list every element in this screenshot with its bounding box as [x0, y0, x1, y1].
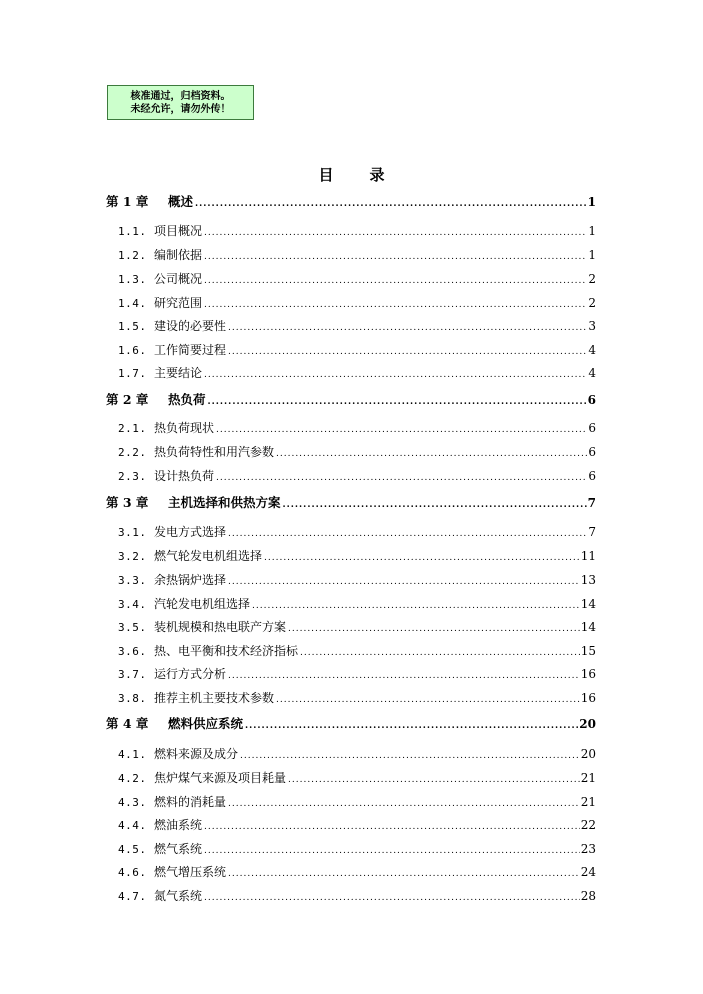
toc-section-entry[interactable] [118, 443, 596, 460]
toc-entry-label: 工作简要过程 [154, 343, 227, 357]
toc-entry-label: 设计热负荷 [154, 469, 215, 483]
toc-entry-page: 21 [580, 771, 596, 785]
toc-dot-leader [300, 648, 580, 658]
toc-dot-leader [195, 199, 587, 209]
toc-entry-label: 运行方式分析 [154, 667, 227, 681]
toc-entry-number: 2.2. [118, 446, 147, 459]
toc-dot-leader [245, 721, 578, 731]
toc-entry-number: 3.7. [118, 668, 147, 681]
toc-entry-number: 3.8. [118, 692, 147, 705]
toc-entry-number: 1.3. [118, 273, 147, 286]
toc-entry-number: 4.4. [118, 819, 147, 832]
toc-title-char-2: 录 [369, 166, 385, 184]
toc-entry-page: 28 [580, 889, 596, 903]
toc-entry-label: 燃料的消耗量 [154, 795, 227, 809]
toc-dot-leader [288, 775, 580, 785]
toc-entry-page: 16 [580, 691, 596, 705]
approval-stamp [107, 85, 254, 120]
toc-dot-leader [204, 300, 587, 310]
toc-entry-label: 燃料来源及成分 [154, 747, 239, 761]
toc-dot-leader [276, 695, 580, 705]
toc-dot-leader [288, 624, 580, 634]
toc-dot-leader [216, 473, 587, 483]
toc-section-entry[interactable] [118, 793, 596, 810]
toc-entry-number: 4.7. [118, 890, 147, 903]
toc-entry-label: 推荐主机主要技术参数 [154, 691, 275, 705]
toc-dot-leader [204, 370, 587, 380]
toc-entry-page: 16 [580, 667, 596, 681]
toc-entry-label: 热负荷现状 [154, 421, 215, 435]
toc-section-entry[interactable] [118, 887, 596, 904]
toc-entry-page: 6 [588, 469, 596, 483]
toc-entry-page: 2 [588, 272, 596, 286]
toc-entry-page: 7 [587, 496, 596, 510]
toc-title [0, 164, 703, 185]
toc-entry-page: 20 [580, 747, 596, 761]
toc-entry-page: 1 [588, 224, 596, 238]
toc-entry-page: 13 [580, 573, 596, 587]
toc-dot-leader [228, 347, 587, 357]
toc-entry-label: 余热锅炉选择 [154, 573, 227, 587]
toc-entry-number: 1.6. [118, 344, 147, 357]
toc-title-char-1: 目 [318, 166, 334, 184]
toc-dot-leader [228, 671, 580, 681]
toc-entry-page: 21 [580, 795, 596, 809]
toc-dot-leader [240, 751, 580, 761]
toc-entry-label: 编制依据 [154, 248, 203, 262]
toc-section-entry[interactable] [118, 642, 596, 659]
toc-entry-page: 2 [588, 296, 596, 310]
toc-entry-label: 燃油系统 [154, 818, 203, 832]
toc-entry-page: 14 [580, 597, 596, 611]
toc-chapter-entry[interactable] [106, 714, 596, 732]
toc-entry-label: 公司概况 [154, 272, 203, 286]
toc-entry-label: 发电方式选择 [154, 525, 227, 539]
toc-entry-page: 7 [588, 525, 596, 539]
toc-section-entry[interactable] [118, 618, 596, 635]
toc-dot-leader [228, 799, 580, 809]
toc-dot-leader [204, 893, 580, 903]
toc-entry-label: 主要结论 [154, 366, 203, 380]
toc-entry-number: 1.5. [118, 320, 147, 333]
toc-entry-label: 建设的必要性 [154, 319, 227, 333]
toc-entry-page: 6 [587, 393, 596, 407]
toc-entry-label: 概述 [168, 194, 194, 209]
toc-entry-number: 4.3. [118, 796, 147, 809]
stamp-line-2: 未经允许，请勿外传！ [130, 103, 231, 115]
toc-dot-leader [276, 449, 587, 459]
toc-entry-number: 3.5. [118, 621, 147, 634]
toc-chapter-entry[interactable] [106, 493, 596, 511]
toc-entry-number: 第 3 章 [106, 495, 149, 510]
toc-section-entry[interactable] [118, 863, 596, 880]
toc-section-entry[interactable] [118, 816, 596, 833]
toc-entry-number: 4.6. [118, 866, 147, 879]
toc-dot-leader [283, 500, 587, 510]
toc-entry-page: 15 [580, 644, 596, 658]
toc-chapter-entry[interactable] [106, 192, 596, 210]
toc-entry-page: 14 [580, 620, 596, 634]
toc-entry-number: 第 1 章 [106, 194, 149, 209]
toc-dot-leader [204, 252, 587, 262]
toc-entry-label: 燃气增压系统 [154, 865, 227, 879]
toc-entry-label: 燃气轮发电机组选择 [154, 549, 263, 563]
toc-entry-label: 研究范围 [154, 296, 203, 310]
toc-dot-leader [264, 553, 580, 563]
toc-section-entry[interactable] [118, 571, 596, 588]
toc-section-entry[interactable] [118, 840, 596, 857]
toc-dot-leader [228, 577, 580, 587]
toc-entry-number: 3.4. [118, 598, 147, 611]
toc-section-entry[interactable] [118, 745, 596, 762]
toc-entry-number: 1.2. [118, 249, 147, 262]
toc-entry-number: 3.1. [118, 526, 147, 539]
toc-section-entry[interactable] [118, 595, 596, 612]
toc-entry-label: 焦炉煤气来源及项目耗量 [154, 771, 287, 785]
toc-entry-label: 装机规模和热电联产方案 [154, 620, 287, 634]
toc-section-entry[interactable] [118, 364, 596, 381]
toc-dot-leader [252, 601, 580, 611]
toc-entry-number: 2.3. [118, 470, 147, 483]
toc-entry-label: 热、电平衡和技术经济指标 [154, 644, 299, 658]
toc-entry-number: 2.1. [118, 422, 147, 435]
toc-section-entry[interactable] [118, 547, 596, 564]
toc-dot-leader [204, 228, 587, 238]
toc-entry-page: 22 [580, 818, 596, 832]
toc-dot-leader [204, 846, 580, 856]
toc-entry-label: 项目概况 [154, 224, 203, 238]
toc-section-entry[interactable] [118, 294, 596, 311]
toc-entry-number: 3.3. [118, 574, 147, 587]
toc-dot-leader [204, 822, 580, 832]
toc-section-entry[interactable] [118, 665, 596, 682]
toc-section-entry[interactable] [118, 246, 596, 263]
toc-entry-label: 燃气系统 [154, 842, 203, 856]
toc-entry-number: 第 4 章 [106, 716, 149, 731]
toc-chapter-entry[interactable] [106, 390, 596, 408]
toc-section-entry[interactable] [118, 317, 596, 334]
toc-entry-page: 1 [587, 195, 596, 209]
toc-entry-page: 4 [588, 366, 596, 380]
toc-section-entry[interactable] [118, 341, 596, 358]
toc-entry-number: 1.4. [118, 297, 147, 310]
toc-entry-number: 3.2. [118, 550, 147, 563]
toc-entry-number: 第 2 章 [106, 392, 149, 407]
toc-entry-label: 燃料供应系统 [168, 716, 244, 731]
toc-section-entry[interactable] [118, 222, 596, 239]
toc-dot-leader [208, 397, 587, 407]
toc-entry-number: 1.7. [118, 367, 147, 380]
toc-section-entry[interactable] [118, 769, 596, 786]
toc-dot-leader [204, 276, 587, 286]
toc-entry-page: 3 [588, 319, 596, 333]
toc-entry-page: 20 [579, 717, 596, 731]
toc-entry-label: 热负荷特性和用汽参数 [154, 445, 275, 459]
toc-section-entry[interactable] [118, 419, 596, 436]
toc-entry-number: 4.1. [118, 748, 147, 761]
toc-entry-number: 1.1. [118, 225, 147, 238]
toc-dot-leader [228, 529, 587, 539]
toc-entry-label: 热负荷 [168, 392, 206, 407]
stamp-line-1: 核准通过，归档资料。 [130, 90, 231, 102]
toc-entry-number: 4.5. [118, 843, 147, 856]
toc-entry-page: 4 [588, 343, 596, 357]
toc-entry-page: 6 [588, 421, 596, 435]
toc-entry-page: 1 [588, 248, 596, 262]
toc-entry-label: 汽轮发电机组选择 [154, 597, 251, 611]
toc-entry-number: 4.2. [118, 772, 147, 785]
toc-entry-label: 主机选择和供热方案 [168, 495, 281, 510]
toc-section-entry[interactable] [118, 467, 596, 484]
toc-dot-leader [228, 323, 587, 333]
toc-section-entry[interactable] [118, 270, 596, 287]
toc-entry-page: 23 [580, 842, 596, 856]
toc-section-entry[interactable] [118, 523, 596, 540]
toc-section-entry[interactable] [118, 689, 596, 706]
toc-entry-page: 24 [580, 865, 596, 879]
toc-entry-page: 6 [588, 445, 596, 459]
toc-entry-number: 3.6. [118, 645, 147, 658]
toc-dot-leader [216, 425, 587, 435]
toc-entry-label: 氮气系统 [154, 889, 203, 903]
toc-entry-page: 11 [580, 549, 596, 563]
toc-dot-leader [228, 869, 580, 879]
